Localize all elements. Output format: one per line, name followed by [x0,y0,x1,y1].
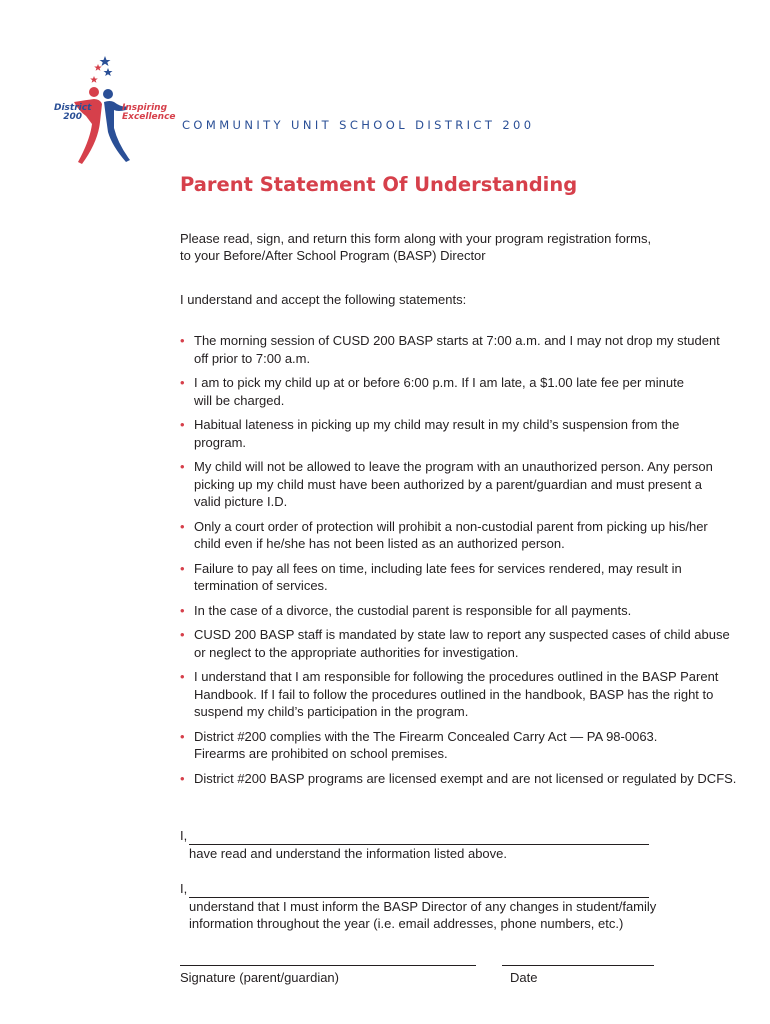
statement-line: picking up my child must have been authorized by a parent/guardian and must present a [194,476,703,492]
statement-item [180,332,752,367]
ack-text: information throughout the year (i.e. email addresses, phone numbers, etc.) [189,916,624,931]
ack-prefix: I, [180,828,188,843]
statement-line: termination of services. [194,578,328,593]
statement-line: program. [194,434,247,450]
statement-item [180,626,752,661]
statement-item [180,728,752,763]
statement-line: valid picture I.D. [194,494,288,509]
signature-line[interactable] [180,965,476,966]
bullet-icon: • [180,417,185,432]
signature-label: Signature (parent/guardian) [180,970,339,985]
accept-heading: I understand and accept the following statements: [180,292,467,307]
statement-line: I understand that I am responsible for following the procedures outlined in the BASP Parent [194,669,719,684]
district-name: COMMUNITY UNIT SCHOOL DISTRICT 200 [182,118,535,132]
statement-line: Only a court order of protection will prohibit a non-custodial parent from picking up his/her [194,518,708,534]
statement-item [180,416,752,451]
statement-line: Firearms are prohibited on school premises. [194,746,448,761]
date-label: Date [510,970,538,985]
ack-text: understand that I must inform the BASP Director of any changes in student/family [189,898,657,914]
statement-item [180,518,752,553]
statement-item [180,560,752,595]
statement-item [180,668,752,721]
statement-line: In the case of a divorce, the custodial parent is responsible for all payments. [194,602,632,618]
district-logo [54,52,176,170]
statement-line: CUSD 200 BASP staff is mandated by state law to report any suspected cases of child abuse [194,627,730,642]
intro-text [180,230,740,264]
statement-item [180,374,752,409]
statement-line: My child will not be allowed to leave the program with an unauthorized person. Any person [194,459,713,474]
statement-item [180,458,752,511]
intro-line: Please read, sign, and return this form along with your program registration forms, [180,231,652,246]
name-line[interactable] [189,885,649,898]
statement-line: suspend my child’s participation in the program. [194,704,469,719]
statement-item [180,770,752,788]
statement-line: District #200 BASP programs are licensed exempt and are not licensed or regulated by DCFS. [194,770,737,786]
acknowledgment-1 [180,827,660,862]
bullet-icon: • [180,333,185,348]
logo-excellence-text: Excellence [122,112,176,122]
bullet-icon: • [180,770,185,786]
logo-200-text: 200 [63,112,82,122]
acknowledgment-2 [180,880,660,933]
statement-line: Handbook. If I fail to follow the procedures outlined in the handbook, BASP has the right to [194,686,714,702]
bullet-icon: • [180,375,185,390]
bullet-icon: • [180,602,185,618]
statement-line: child even if he/she has not been listed as an authorized person. [194,536,565,551]
page-title: Parent Statement Of Understanding [180,173,578,196]
bullet-icon: • [180,728,185,744]
statement-line: The morning session of CUSD 200 BASP starts at 7:00 a.m. and I may not drop my student [194,333,720,348]
bullet-icon: • [180,560,185,576]
bullet-icon: • [180,518,185,534]
statement-line: off prior to 7:00 a.m. [194,350,311,366]
bullet-icon: • [180,627,185,642]
statement-line: I am to pick my child up at or before 6:00 p.m. If I am late, a $1.00 late fee per minute [194,375,684,390]
ack-text: have read and understand the information listed above. [189,845,507,861]
statement-line: District #200 complies with the The Firearm Concealed Carry Act — PA 98-0063. [194,728,658,744]
date-line[interactable] [502,965,654,966]
statement-line: or neglect to the appropriate authorities for investigation. [194,644,519,660]
logo-district-text: District [54,103,92,113]
ack-prefix: I, [180,881,188,896]
name-line[interactable] [189,832,649,845]
statement-line: will be charged. [194,392,285,408]
statement-line: Failure to pay all fees on time, including late fees for services rendered, may result in [194,560,682,576]
statements-list [180,332,752,794]
bullet-icon: • [180,669,185,684]
statement-item [180,602,752,620]
logo-inspiring-text: Inspiring [122,103,168,113]
intro-line: to your Before/After School Program (BASP) Director [180,248,486,263]
bullet-icon: • [180,459,185,474]
statement-line: Habitual lateness in picking up my child may result in my child’s suspension from the [194,417,680,432]
